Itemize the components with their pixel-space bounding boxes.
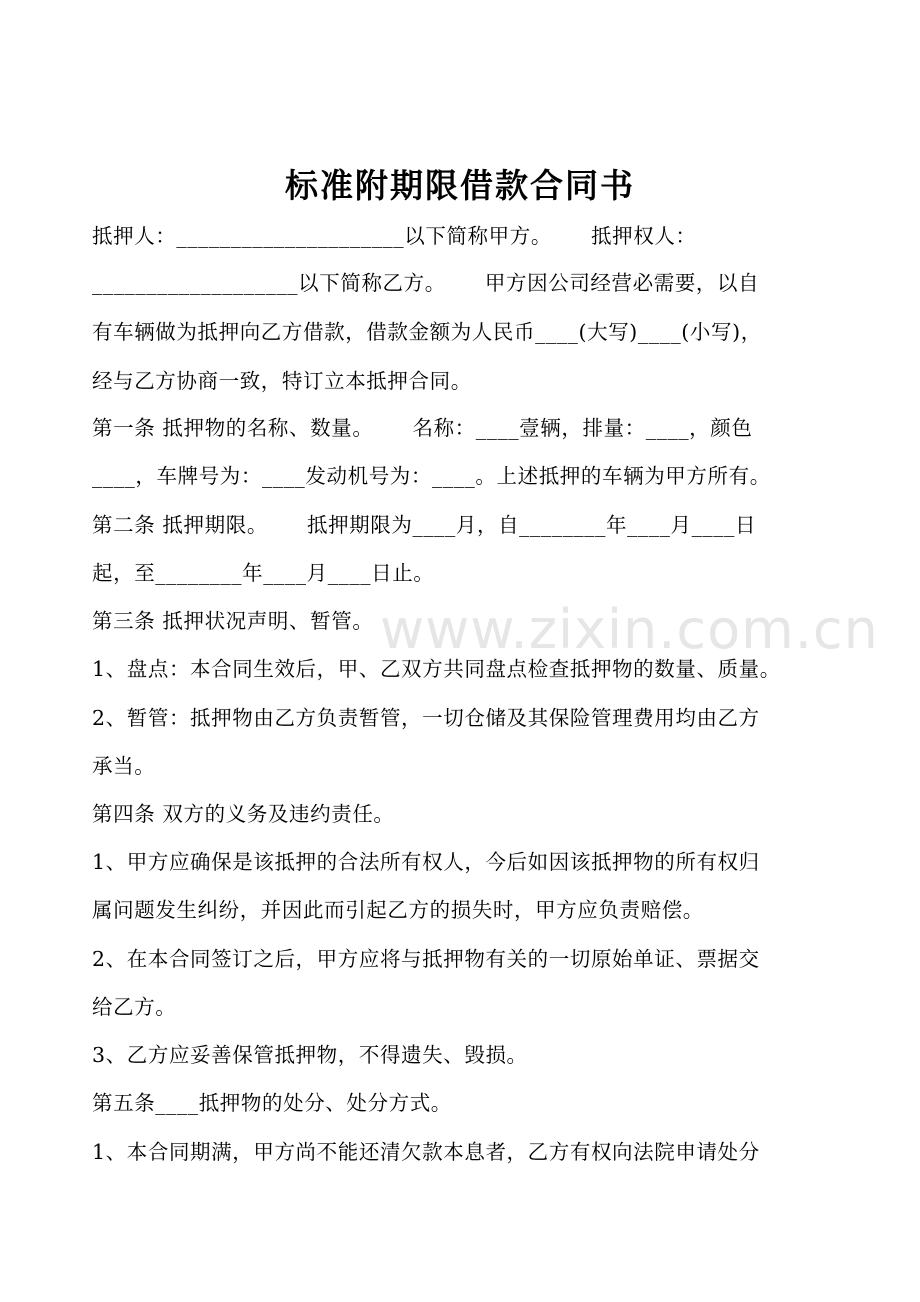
text-line: 2、暂管：抵押物由乙方负责暂管，一切仓储及其保险管理费用均由乙方 <box>92 706 760 730</box>
text-line: 第三条 抵押状况声明、暂管。 <box>92 609 374 633</box>
text-line: 1、盘点：本合同生效后，甲、乙双方共同盘点检查抵押物的数量、质量。 <box>92 657 781 681</box>
watermark: www.zixin.com.cn <box>380 598 879 661</box>
text-line: 经与乙方协商一致，特订立本抵押合同。 <box>92 369 472 393</box>
text-line: 1、本合同期满，甲方尚不能还清欠款本息者，乙方有权向法院申请处分 <box>92 1140 760 1164</box>
document-title: 标准附期限借款合同书 <box>285 166 635 205</box>
text-line: 第二条 抵押期限。 抵押期限为____月，自________年____月____日 <box>92 513 757 537</box>
text-line: 抵押人：_____________________以下简称甲方。 抵押权人： <box>92 224 697 248</box>
text-line: 给乙方。 <box>92 995 177 1019</box>
text-line: 承当。 <box>92 754 156 778</box>
text-line: 起，至________年____月____日止。 <box>92 561 435 585</box>
text-line: 有车辆做为抵押向乙方借款，借款金额为人民币____(大写)____(小写)， <box>92 320 762 344</box>
text-line: 第四条 双方的义务及违约责任。 <box>92 802 395 826</box>
text-line: 第五条____抵押物的处分、处分方式。 <box>92 1091 452 1115</box>
text-line: 属问题发生纠纷，并因此而引起乙方的损失时，甲方应负责赔偿。 <box>92 898 704 922</box>
text-line: ___________________以下简称乙方。 甲方因公司经营必需要，以自 <box>92 271 760 295</box>
text-line: 2、在本合同签订之后，甲方应将与抵押物有关的一切原始单证、票据交 <box>92 947 760 971</box>
text-line: 3、乙方应妥善保管抵押物，不得遗失、毁损。 <box>92 1043 528 1067</box>
text-line: 1、甲方应确保是该抵押的合法所有权人，今后如因该抵押物的所有权归 <box>92 850 760 874</box>
text-line: ____，车牌号为：____发动机号为：____。上述抵押的车辆为甲方所有。 <box>92 464 771 488</box>
text-line: 第一条 抵押物的名称、数量。 名称：____壹辆，排量：____，颜色 <box>92 416 753 440</box>
